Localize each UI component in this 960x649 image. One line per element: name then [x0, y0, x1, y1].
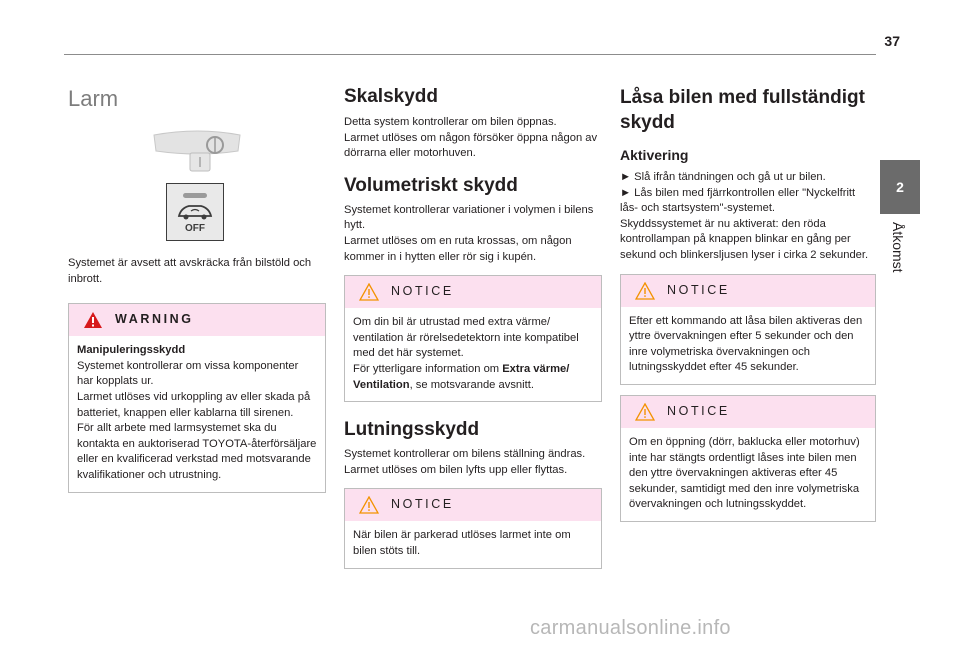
alarm-off-label: OFF [185, 223, 205, 234]
warning-subtitle: Manipuleringsskydd [77, 344, 186, 357]
lutningsskydd-body: Systemet kontrollerar om bilens ställning ändras. Larmet utlöses om bilen lyfts upp eller flyttas. [344, 448, 586, 476]
step-1: ► Slå ifrån tändningen och gå ut ur bilen. [620, 171, 826, 183]
warning-box [68, 303, 326, 492]
notice-1-text-a: Om din bil är utrustad med extra värme/ ventilation är rörelsedetektorn inte kompatibel med det här systemet. För ytterligare information om [353, 316, 579, 375]
warning-triangle-icon [83, 311, 103, 329]
notice-1-text-b: , se motsvarande avsnitt. [409, 378, 534, 391]
column-skydd [344, 82, 602, 569]
notice-3-body: Efter ett kommando att låsa bilen aktiveras den yttre övervakningen efter 5 sekunder och den inre volymetriska övervakningen och lutningsskyddet efter 45 sekunder. [629, 314, 863, 374]
notice-box-1 [344, 275, 602, 402]
notice-3-header [621, 275, 875, 307]
lasa-title: Låsa bilen med fullständigt skydd [620, 87, 865, 133]
column-larm [68, 82, 326, 493]
notice-4-body: Om en öppning (dörr, baklucka eller motorhuv) inte har stängts ordentligt låses inte bilen men den yttre övervakningen aktiveras efter 45 sekunder, samtidigt med den inre volymetriska övervakningen och lutningsskyddet. [629, 435, 860, 511]
volumetriskt-body: Systemet kontrollerar variationer i volymen i bilens hytt. Larmet utlöses om en ruta krossas, om någon kommer in i hytten eller rör sig i kupén. [344, 203, 594, 263]
notice-1-label: NOTICE [391, 284, 454, 299]
notice-box-4 [620, 395, 876, 522]
step-2: ► Lås bilen med fjärrkontrollen eller "Nyckelfritt lås- och startsystem"-systemet. [620, 186, 856, 215]
rearview-mirror-icon [68, 121, 326, 181]
column-lasa [620, 82, 876, 522]
notice-box-2 [344, 488, 602, 568]
header-rule [64, 54, 876, 55]
page-number: 37 [884, 33, 900, 49]
watermark[interactable]: carmanualsonline.info [530, 617, 731, 639]
warning-header [69, 304, 325, 336]
notice-2-header [345, 489, 601, 521]
notice-1-header [345, 276, 601, 308]
notice-4-label: NOTICE [667, 403, 730, 418]
aktivering-title: Aktivering [620, 147, 689, 163]
notice-4-header [621, 396, 875, 428]
chapter-label [890, 222, 910, 302]
chapter-label-text: Åtkomst [890, 222, 906, 273]
chapter-tab[interactable]: 2 [880, 160, 920, 214]
warning-label: WARNING [115, 312, 194, 327]
notice-1-body [345, 308, 601, 401]
notice-box-3 [620, 274, 876, 385]
notice-2-label: NOTICE [391, 497, 454, 512]
larm-intro: Systemet är avsett att avskräcka från bilstöld och inbrott. [68, 257, 312, 285]
mirror-illustration [68, 121, 326, 181]
skalskydd-body: Detta system kontrollerar om bilen öppnas. Larmet utlöses om någon försöker öppna någon av dörrarna eller motorhuven. [344, 116, 598, 160]
notice-triangle-icon [359, 283, 379, 301]
notice-3-label: NOTICE [667, 282, 730, 297]
activation-body: Skyddssystemet är nu aktiverat: den röda kontrollampan på knappen blinkar en gång per sekund och blinkersljusen lyser i cirka 2 sekunder. [620, 217, 869, 261]
volumetriskt-title: Volumetriskt skydd [344, 174, 518, 196]
skalskydd-title: Skalskydd [344, 86, 438, 107]
notice-2-body: När bilen är parkerad utlöses larmet inte om bilen stöts till. [353, 529, 571, 557]
alarm-off-button[interactable] [166, 183, 224, 241]
notice-triangle-icon [635, 403, 655, 421]
lutningsskydd-title: Lutningsskydd [344, 419, 480, 441]
warning-body [69, 336, 325, 491]
larm-title: Larm [68, 86, 119, 111]
warning-text: Systemet kontrollerar om vissa komponenter har kopplats ur. Larmet utlöses vid urkoppling av eller skada på batteriet, knappen eller kablarna till sirenen. För allt arbete med larmsystemet ska du kontakta en auktoriserad TOYOTA-återförsäljare eller en kvalificerad verkstad med motsvarande kvalifikationer och utrustning. [77, 359, 317, 481]
notice-triangle-icon [635, 282, 655, 300]
notice-triangle-icon [359, 496, 379, 514]
notice-1-link: Extra värme/ Ventilation [353, 362, 570, 391]
